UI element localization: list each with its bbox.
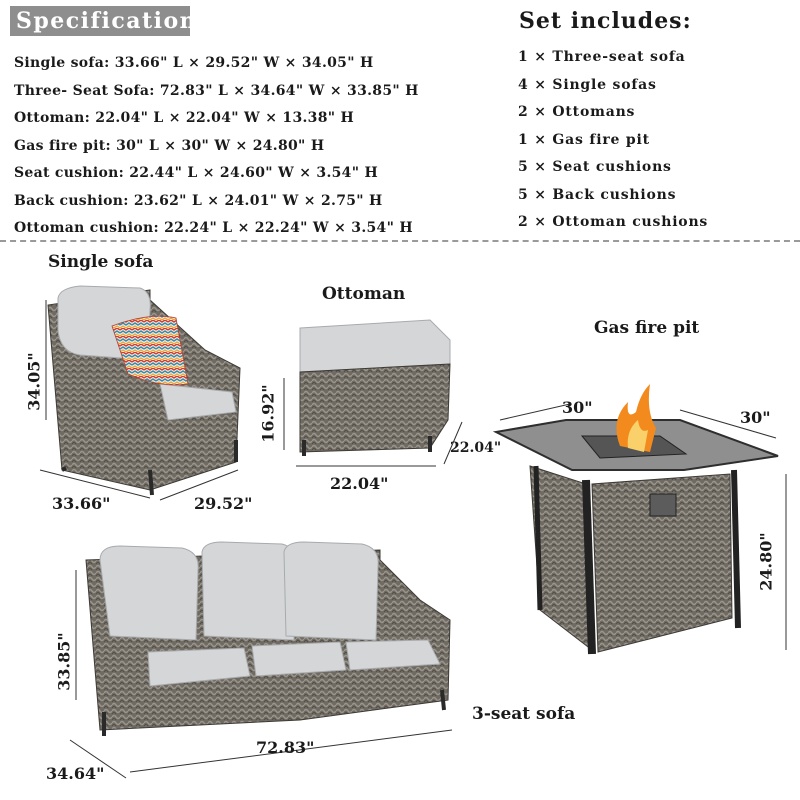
single-sofa-length-dim: 33.66" [52,494,111,513]
spec-line: Back cushion: 23.62" L × 24.01" W × 2.75" H [14,192,383,209]
fire-pit-width-dim: 30" [740,408,771,427]
fire-pit-height-dim: 24.80" [756,532,776,591]
three-seat-sofa-height-dim: 33.85" [54,632,74,691]
ottoman-height-dim: 16.92" [258,384,278,443]
single-sofa-height-dim: 34.05" [24,352,44,411]
spec-line: Ottoman: 22.04" L × 22.04" W × 13.38" H [14,110,355,126]
set-includes-title: Set includes: [519,8,692,34]
three-seat-sofa-length-dim: 72.83" [256,738,315,757]
single-sofa-width-dim: 29.52" [194,494,253,513]
spec-line: Ottoman cushion: 22.24" L × 22.24" W × 3.54" H [14,220,413,236]
spec-line: Seat cushion: 22.44" L × 24.60" W × 3.54" H [14,165,379,181]
specification-title: Specification: [10,6,190,36]
three-seat-sofa-width-dim: 34.64" [46,764,105,783]
single-sofa-label: Single sofa [48,252,154,272]
ottoman-length-dim: 22.04" [330,474,389,493]
set-item: 1 × Gas fire pit [518,131,650,148]
spec-line: Gas fire pit: 30" L × 30" W × 24.80" H [14,137,325,154]
ottoman-illustration [284,320,462,466]
set-item: 4 × Single sofas [518,76,657,93]
set-item: 2 × Ottomans [518,104,636,120]
set-item: 5 × Back cushions [518,186,677,203]
ottoman-label: Ottoman [322,284,406,304]
fire-pit-label: Gas fire pit [594,318,700,338]
spec-line: Three- Seat Sofa: 72.83" L × 34.64" W × 33.85" H [14,82,419,99]
set-item: 5 × Seat cushions [518,159,672,175]
spec-line: Single sofa: 33.66" L × 29.52" W × 34.05" H [14,55,374,71]
set-item: 1 × Three-seat sofa [518,49,686,65]
three-seat-sofa-label: 3-seat sofa [472,704,576,724]
fire-pit-length-dim: 30" [562,398,593,417]
single-sofa-illustration [40,286,240,500]
set-item: 2 × Ottoman cushions [518,214,709,230]
ottoman-width-dim: 22.04" [450,440,502,456]
